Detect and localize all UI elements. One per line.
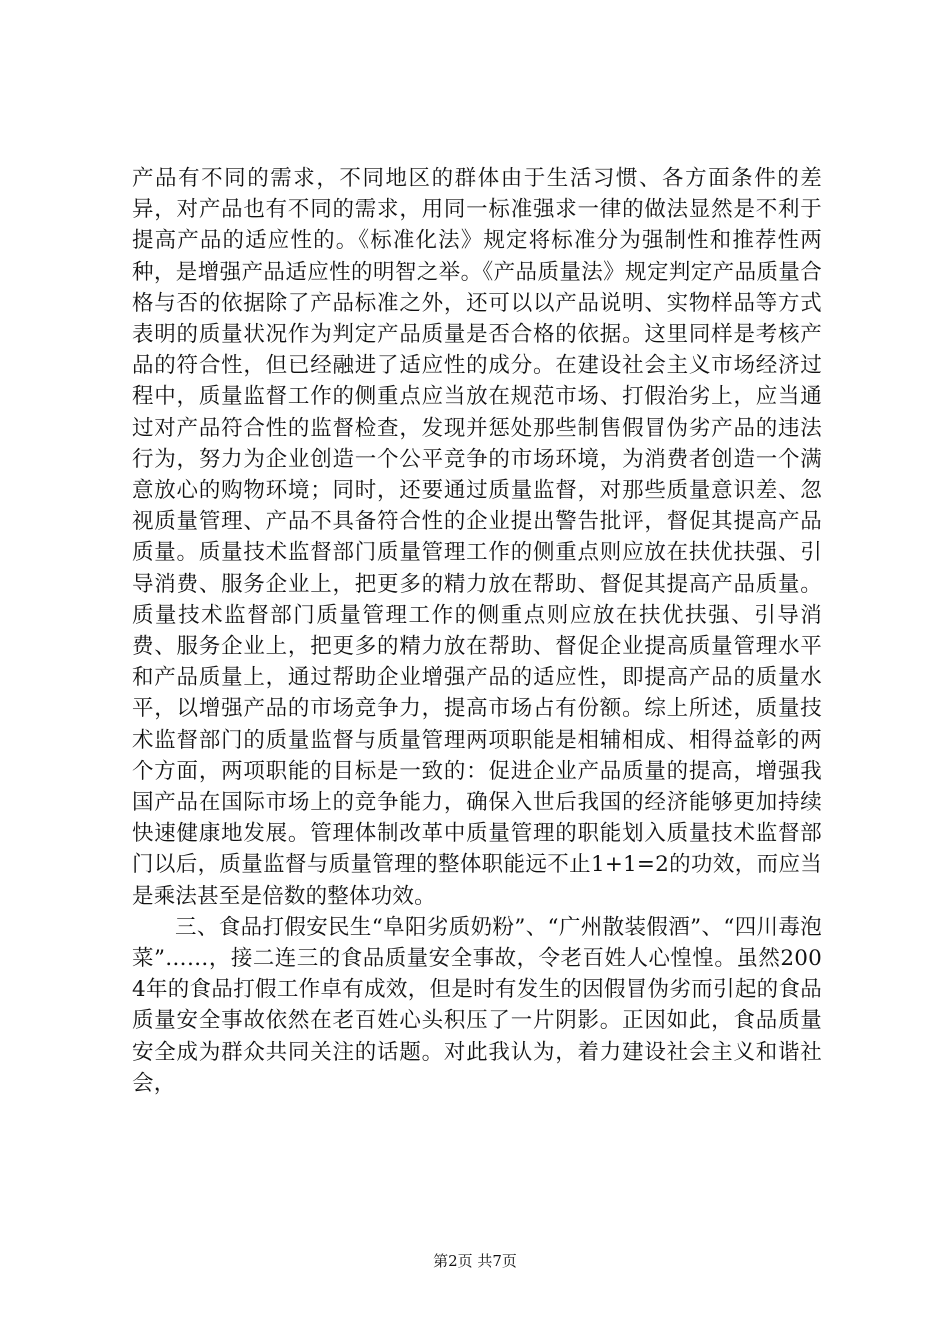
body-text — [132, 163, 822, 1099]
paragraph-section-three: 三、食品打假安民生“阜阳劣质奶粉”、“广州散装假酒”、“四川毒泡菜”……，接二连三的食品质量安全事故，令老百姓人心惶惶。虽然2004年的食品打假工作卓有成效，但是时有发生的因假冒伪劣而引起的食品质量安全事故依然在老百姓心头积压了一片阴影。正因如此，食品质量安全成为群众共同关注的话题。对此我认为，着力建设社会主义和谐社会， — [132, 914, 822, 1096]
page-footer: 第2页 共7页 — [433, 1252, 517, 1270]
paragraph: 产品有不同的需求，不同地区的群体由于生活习惯、各方面条件的差异，对产品也有不同的需求，用同一标准强求一律的做法显然是不利于提高产品的适应性的。《标准化法》规定将标准分为强制性和推荐性两种，是增强产品适应性的明智之举。《产品质量法》规定判定产品质量合格与否的依据除了产品标准之外，还可以以产品说明、实物样品等方式表明的质量状况作为判定产品质量是否合格的依据。这里同样是考核产品的符合性，但已经融进了适应性的成分。在建设社会主义市场经济过程中，质量监督工作的侧重点应当放在规范市场、打假治劣上，应当通过对产品符合性的监督检查，发现并惩处那些制售假冒伪劣产品的违法行为，努力为企业创造一个公平竞争的市场环境，为消费者创造一个满意放心的购物环境；同时，还要通过质量监督，对那些质量意识差、忽视质量管理、产品不具备符合性的企业提出警告批评，督促其提高产品质量。质量技术监督部门质量管理工作的侧重点则应放在扶优扶强、引导消费、服务企业上，把更多的精力放在帮助、督促其提高产品质量。质量技术监督部门质量管理工作的侧重点则应放在扶优扶强、引导消费、服务企业上，把更多的精力放在帮助、督促企业提高质量管理水平和产品质量上，通过帮助企业增强产品的适应性，即提高产品的质量水平，以增强产品的市场竞争力，提高市场占有份额。综上所述，质量技术监督部门的质量监督与质量管理两项职能是相辅相成、相得益彰的两个方面，两项职能的目标是一致的：促进企业产品质量的提高，增强我国产品在国际市场上的竞争能力，确保入世后我国的经济能够更加持续快速健康地发展。管理体制改革中质量管理的职能划入质量技术监督部门以后，质量监督与质量管理的整体职能远不止1+1=2的功效，而应当是乘法甚至是倍数的整体功效。 — [132, 166, 822, 909]
